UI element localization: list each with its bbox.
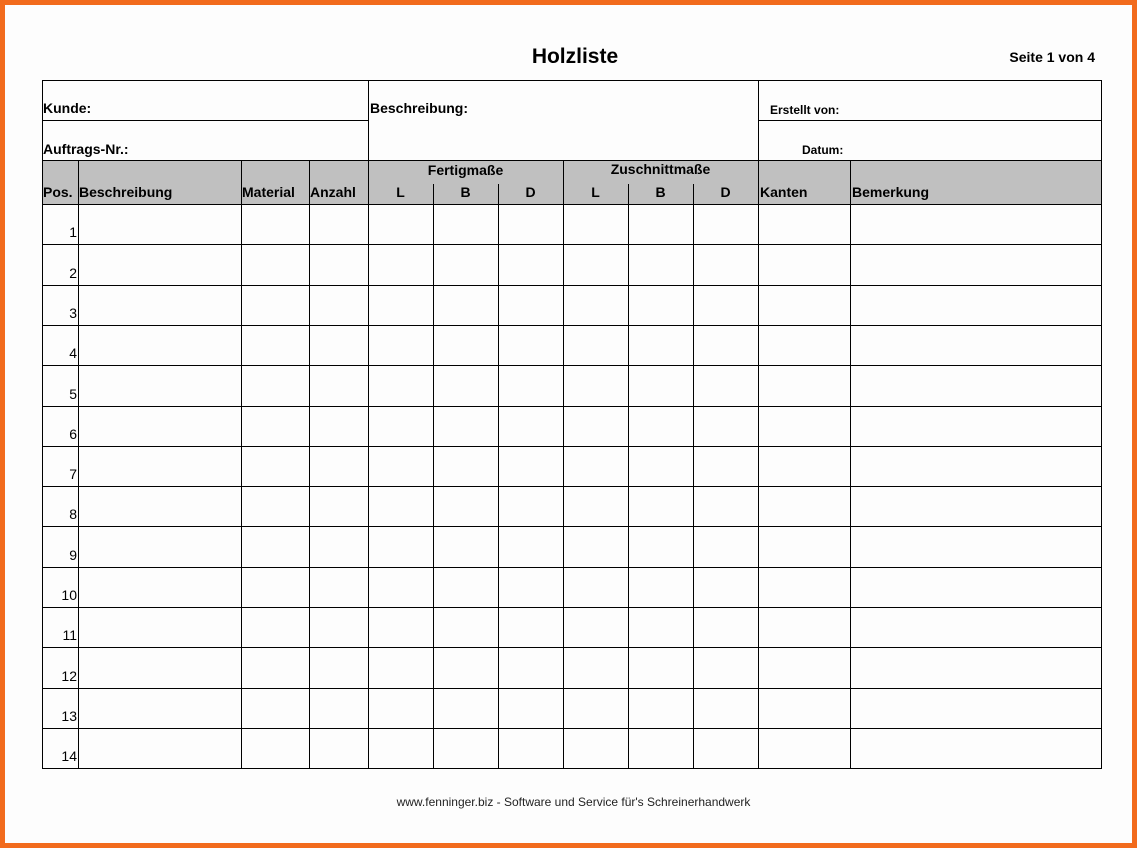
row-line: [42, 285, 1102, 286]
row-line: [42, 244, 1102, 245]
row-line: [42, 567, 1102, 568]
col-line-description: [241, 160, 242, 769]
col-line-f-d: [563, 160, 564, 769]
col-line-c-l: [628, 184, 629, 769]
col-line-pos: [78, 160, 79, 769]
col-cut-thickness: D: [720, 184, 731, 200]
info-divider-left: [42, 120, 368, 121]
date-label: Datum:: [802, 143, 844, 157]
group-finished-dimensions: Fertigmaße: [427, 162, 504, 178]
row-number: 9: [69, 547, 77, 563]
row-number: 4: [69, 345, 77, 361]
page-number: Seite 1 von 4: [1009, 49, 1095, 65]
col-edges: Kanten: [760, 184, 808, 200]
border-bottom: [42, 768, 1102, 769]
col-pos: Pos.: [43, 184, 73, 200]
wood-list-sheet: [42, 80, 1102, 769]
row-line: [42, 446, 1102, 447]
info-col-divider-1: [368, 80, 369, 160]
col-line-c-b: [693, 184, 694, 769]
col-finished-thickness: D: [525, 184, 536, 200]
col-line-f-b: [498, 184, 499, 769]
row-line: [42, 526, 1102, 527]
col-count: Anzahl: [310, 184, 356, 200]
document-title: Holzliste: [531, 45, 619, 68]
row-number: 3: [69, 305, 77, 321]
row-number: 5: [69, 386, 77, 402]
row-line: [42, 607, 1102, 608]
header-bottom-line: [42, 204, 1102, 205]
col-line-material: [309, 160, 310, 769]
col-line-c-d: [758, 160, 759, 769]
col-description: Beschreibung: [79, 184, 173, 200]
row-number: 13: [61, 708, 77, 724]
row-number: 8: [69, 506, 77, 522]
col-material: Material: [242, 184, 295, 200]
customer-label: Kunde:: [43, 100, 92, 116]
col-finished-length: L: [396, 184, 405, 200]
row-number: 7: [69, 466, 77, 482]
col-remark: Bemerkung: [852, 184, 930, 200]
row-line: [42, 365, 1102, 366]
row-number: 6: [69, 426, 77, 442]
col-cut-length: L: [591, 184, 600, 200]
row-number: 12: [61, 668, 77, 684]
col-line-edges: [850, 160, 851, 769]
row-number: 10: [61, 587, 77, 603]
row-number: 11: [62, 627, 77, 643]
col-line-count: [368, 160, 369, 769]
border-right: [1101, 80, 1102, 769]
row-line: [42, 406, 1102, 407]
description-label: Beschreibung:: [370, 100, 469, 116]
border-top: [42, 80, 1102, 81]
row-number: 2: [69, 265, 77, 281]
col-cut-width: B: [655, 184, 666, 200]
row-line: [42, 647, 1102, 648]
col-line-f-l: [433, 184, 434, 769]
row-line: [42, 688, 1102, 689]
info-divider-right: [758, 120, 1102, 121]
footer-text: www.fenninger.biz - Software und Service für's Schreinerhandwerk: [396, 795, 751, 809]
group-cut-dimensions: Zuschnittmaße: [610, 161, 711, 177]
row-line: [42, 486, 1102, 487]
row-number: 14: [61, 748, 77, 764]
row-number: 1: [69, 224, 77, 240]
info-col-divider-2: [758, 80, 759, 160]
created-by-label: Erstellt von:: [770, 103, 840, 117]
row-line: [42, 728, 1102, 729]
col-finished-width: B: [460, 184, 471, 200]
order-number-label: Auftrags-Nr.:: [43, 141, 129, 157]
row-line: [42, 325, 1102, 326]
